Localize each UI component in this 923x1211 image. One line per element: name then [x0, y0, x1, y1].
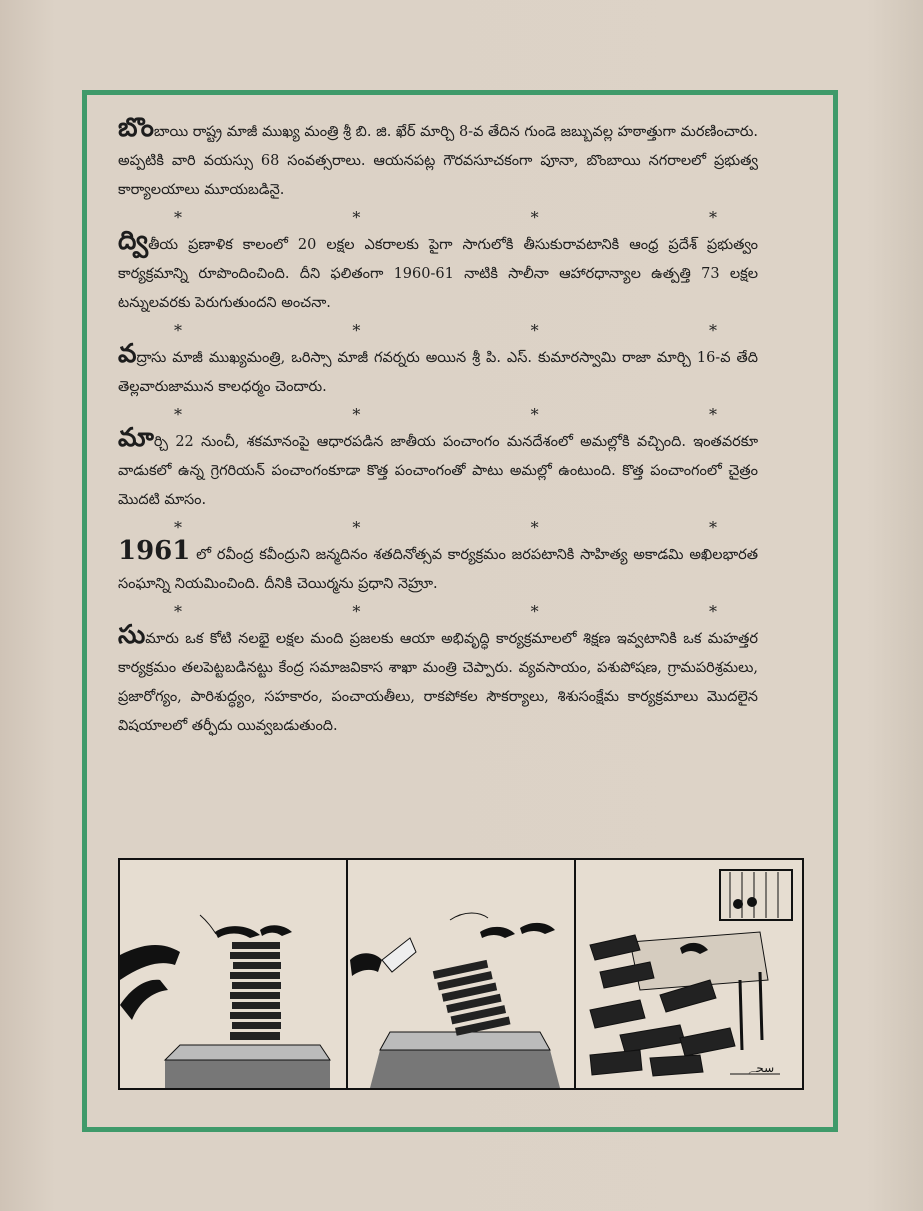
news-item-4 [118, 423, 758, 515]
news-text: ద్రాసు మాజీ ముఖ్యమంత్రి, ఒరిస్సా మాజీ గవర్నరు అయిన శ్రీ పి. ఎస్. కుమారస్వామి రాజా మార్చి 16-వ తేది తెల్లవారుజామున కాలధర్మం చెందారు. [118, 350, 758, 395]
news-item-3 [118, 339, 758, 402]
cartoon-panel-2 [350, 913, 560, 1088]
separator-star: * [174, 602, 182, 621]
separator-star: * [174, 321, 182, 340]
separator-row [118, 515, 758, 541]
cartoon-panel-1 [120, 915, 330, 1088]
news-column [118, 113, 758, 741]
news-text: బాయి రాష్ట్ర మాజీ ముఖ్య మంత్రి శ్రీ బి. జి. ఖేర్ మార్చి 8-వ తేదిన గుండె జబ్బువల్ల హఠాత్తుగా మరణించారు. అప్పటికి వారి వయస్సు 68 సంవత్సరాలు. ఆయనపట్ల గౌరవసూచకంగా పూనా, బొంబాయి నగరాలలో ప్రభుత్వ కార్యాలయాలు మూయబడినై. [118, 124, 758, 198]
dropcap: 1961 [118, 536, 191, 566]
cartoon-strip [118, 858, 804, 1090]
separator-row [118, 402, 758, 428]
dropcap: వ [118, 339, 137, 369]
news-text: లో రవీంద్ర కవీంద్రుని జన్మదినం శతదినోత్సవ కార్యక్రమం జరపటానికి సాహిత్య అకాడమి అఖిలభారత సంఘాన్ని నియమించింది. దీనికి చెయిర్మను ప్రధాని నెహ్రూ. [118, 547, 758, 592]
separator-star: * [352, 405, 361, 424]
window [720, 870, 792, 920]
separator-star: * [530, 405, 539, 424]
separator-star: * [352, 602, 361, 621]
mouse [480, 927, 515, 938]
artist-signature: ﺳﺤﮯ [748, 1061, 775, 1075]
news-text: ర్చి 22 నుంచీ, శకమానంపై ఆధారపడిన జాతీయ పంచాంగం మనదేశంలో అమల్లోకి వచ్చింది. ఇంతవరకూ వాడుకలో ఉన్న గ్రెగరియన్ పంచాంగంకూడా కొత్త పంచాంగంతో పాటు అమల్లో ఉంటుంది. కొత్త పంచాంగంలో చైత్రం మొదటి మాసం. [118, 434, 758, 508]
book-stack-2 [433, 958, 511, 1038]
dropcap: సు [118, 620, 146, 650]
separator-star: * [352, 208, 361, 227]
separator-star: * [708, 602, 717, 621]
news-item-5 [118, 536, 758, 599]
dropcap: ద్వి [118, 226, 149, 256]
separator-star: * [174, 405, 182, 424]
separator-star: * [352, 321, 361, 340]
separator-row [118, 205, 758, 231]
news-item-2 [118, 226, 758, 318]
separator-star: * [352, 518, 361, 537]
cat-silhouette [120, 945, 180, 980]
news-item-6 [118, 620, 758, 741]
mouse [215, 926, 260, 938]
separator-star: * [174, 208, 182, 227]
cartoon-illustration [120, 860, 802, 1088]
mouse [520, 923, 555, 934]
mouse [260, 925, 292, 936]
cartoon-panel-3 [590, 870, 792, 1076]
separator-star: * [708, 518, 717, 537]
separator-star: * [708, 208, 717, 227]
cat-silhouette [350, 953, 382, 976]
news-text: తీయ ప్రణాళిక కాలంలో 20 లక్షల ఎకరాలకు పైగా సాగులోకి తీసుకురావటానికి ఆంధ్ర ప్రదేశ్ ప్రభుత్వం కార్యక్రమాన్ని రూపొందించింది. దీని ఫలితంగా 1960-61 నాటికి సాలీనా ఆహారధాన్యాల ఉత్పత్తి 73 లక్షల టన్నులవరకు పెరుగుతుందని అంచనా. [118, 237, 758, 311]
separator-star: * [174, 518, 182, 537]
separator-star: * [530, 208, 539, 227]
separator-star: * [530, 602, 539, 621]
separator-star: * [708, 405, 717, 424]
news-text: మారు ఒక కోటి నలభై లక్షల మంది ప్రజలకు ఆయా అభివృద్ధి కార్యక్రమాలలో శిక్షణ ఇవ్వటానికి ఒక మహత్తర కార్యక్రమం తలపెట్టబడినట్టు కేంద్ర సమాజవికాస శాఖా మంత్రి చెప్పారు. వ్యవసాయం, పశుపోషణ, గ్రామపరిశ్రమలు, ప్రజారోగ్యం, పారిశుద్ధ్యం, సహకారం, పంచాయతీలు, రాకపోకల సౌకర్యాలు, శిశుసంక్షేమ కార్యక్రమాలు మొదలైన విషయాలలో తర్ఫీదు యివ్వబడుతుంది. [118, 631, 758, 734]
separator-star: * [530, 321, 539, 340]
separator-star: * [708, 321, 717, 340]
dropcap: మా [118, 423, 154, 453]
separator-row [118, 318, 758, 344]
separator-row [118, 599, 758, 625]
news-item-1 [118, 113, 758, 205]
book-stack-1 [230, 942, 281, 1040]
dropcap: బొం [118, 113, 154, 143]
separator-star: * [530, 518, 539, 537]
